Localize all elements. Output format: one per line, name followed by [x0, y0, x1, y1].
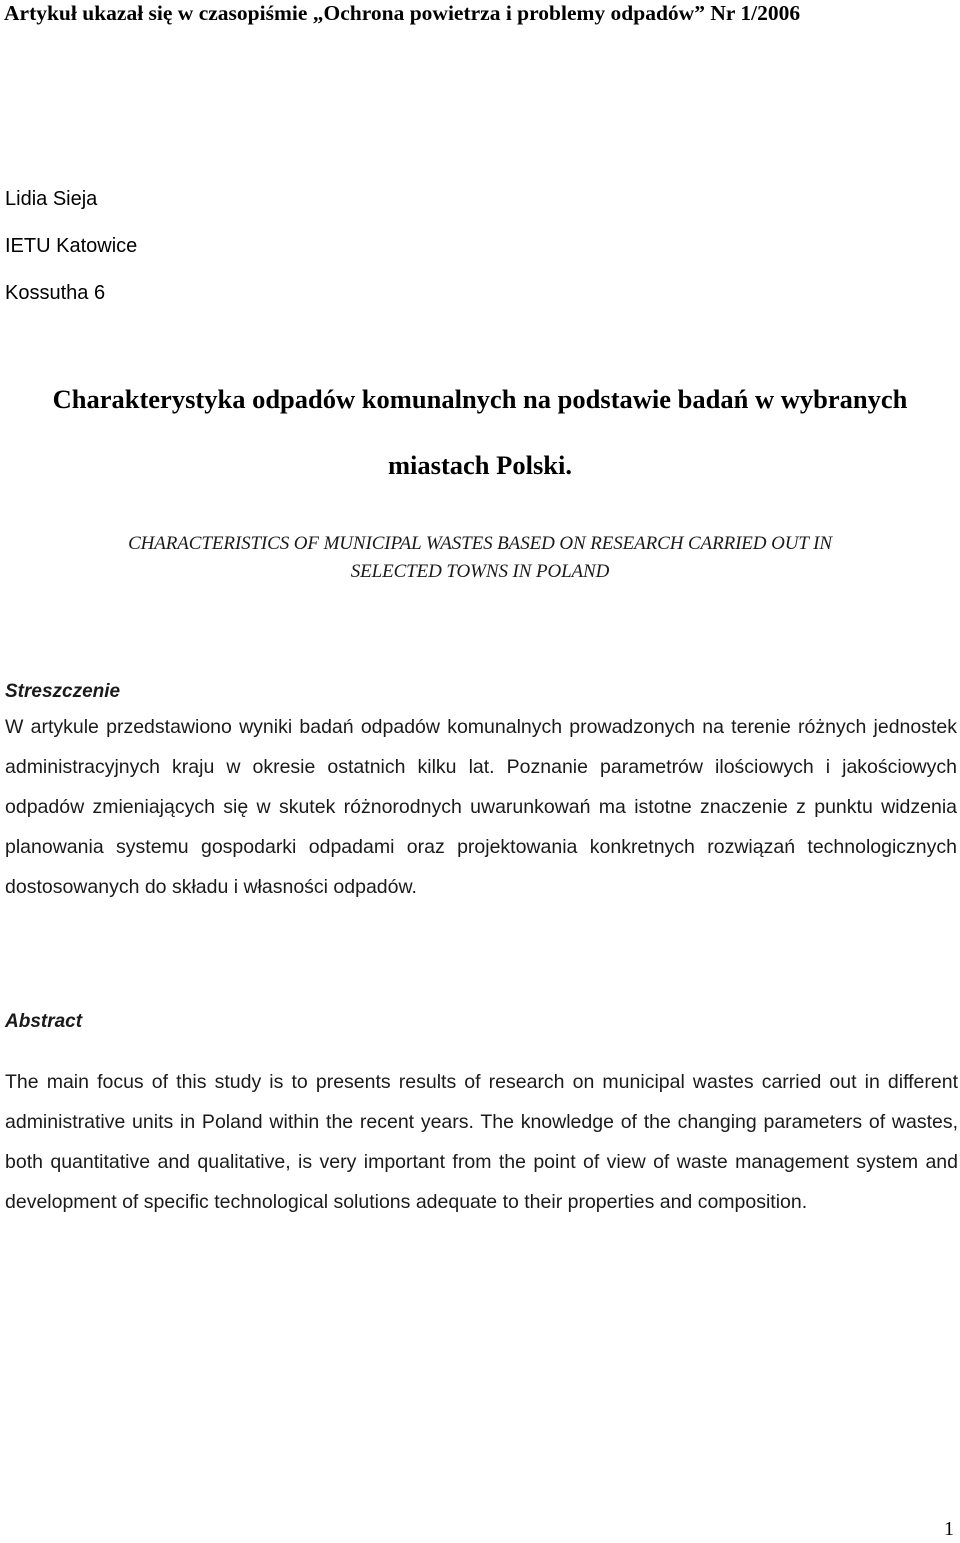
streszczenie-text: W artykule przedstawiono wyniki badań odpadów komunalnych prowadzonych na terenie różnych jednostek administracyjnych kraju w okresie ostatnich kilku lat. Poznanie parametrów ilościowych i jakościowych odpadów zmieniających się w skutek różnorodnych uwarunkowań ma istotne znaczenie z punktu widzenia planowania systemu gospodarki odpadami oraz projektowania konkretnych rozwiązań technologicznych dostosowanych do składu i własności odpadów. [5, 716, 957, 898]
abstract-text: The main focus of this study is to presents results of research on municipal wastes carried out in different administrative units in Poland within the recent years. The knowledge of the changing parameters of wastes, both quantitative and qualitative, is very important from the point of view of waste management system and development of specific technological solutions adequate to their properties and composition. [5, 1071, 958, 1213]
author-name: Lidia Sieja [5, 188, 98, 210]
page-number: 1 [944, 1518, 954, 1540]
title-english-line-1: CHARACTERISTICS OF MUNICIPAL WASTES BASED ON RESEARCH CARRIED OUT IN [128, 533, 832, 554]
title-english [0, 530, 960, 586]
title-polish-line-2: miastach Polski. [387, 450, 573, 480]
title-polish [0, 366, 960, 498]
title-polish-line-1: Charakterystyka odpadów komunalnych na podstawie badań w wybranych [52, 384, 908, 414]
journal-note: Artykuł ukazał się w czasopiśmie „Ochrona powietrza i problemy odpadów” Nr 1/2006 [4, 1, 801, 25]
streszczenie-heading: Streszczenie [5, 681, 121, 702]
title-english-line-2: SELECTED TOWNS IN POLAND [350, 561, 610, 582]
author-block [5, 176, 137, 317]
abstract-heading: Abstract [5, 1011, 83, 1032]
author-institution: IETU Katowice [5, 235, 138, 257]
author-address: Kossutha 6 [5, 282, 106, 304]
